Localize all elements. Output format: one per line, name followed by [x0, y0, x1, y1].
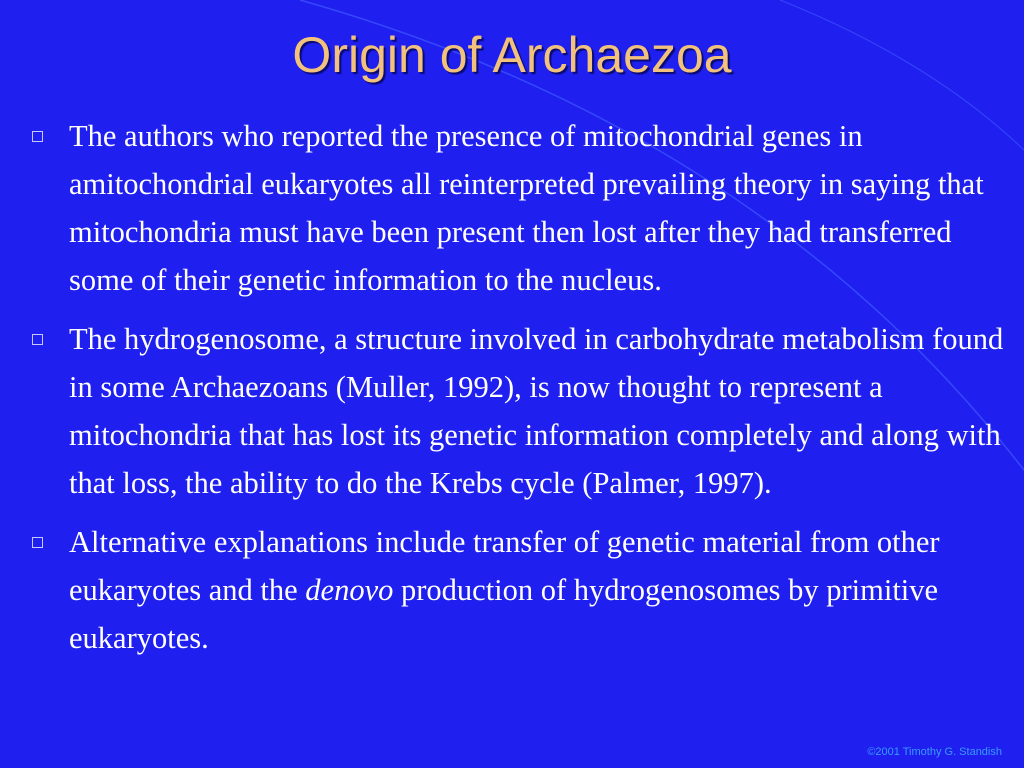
- bullet-square-icon: [32, 131, 43, 142]
- copyright-footer: ©2001 Timothy G. Standish: [867, 746, 1002, 758]
- bullet-item-2: [32, 315, 1007, 507]
- italic-term-denovo: denovo: [305, 573, 394, 607]
- slide-title: Origin of Archaezoa: [292, 27, 732, 83]
- bullet-square-icon: [32, 537, 43, 548]
- bullet-text-2: The hydrogenosome, a structure involved in carbohydrate metabolism found in some Archaezoans (Muller, 1992), is now thought to represent a mitochondria that has lost its genetic information completely and along with that loss, the ability to do the Krebs cycle (Palmer, 1997).: [69, 322, 1004, 500]
- bullet-square-icon: [32, 334, 43, 345]
- bullet-text-3-start: Alternative explanations include transfer of genetic material from other eukaryotes and the: [69, 525, 940, 607]
- bullet-item-1: [32, 112, 1007, 304]
- bullet-text-3: [69, 518, 1007, 662]
- bullet-item-3: [32, 518, 1007, 662]
- bullet-text-3-end: production of hydrogenosomes by primitive eukaryotes.: [69, 573, 939, 655]
- bullet-list: [32, 112, 1007, 673]
- bullet-text-1: The authors who reported the presence of mitochondrial genes in amitochondrial eukaryotes all reinterpreted prevailing theory in saying that mitochondria must have been present then lost after they had transferred some of their genetic information to the nucleus.: [69, 119, 984, 297]
